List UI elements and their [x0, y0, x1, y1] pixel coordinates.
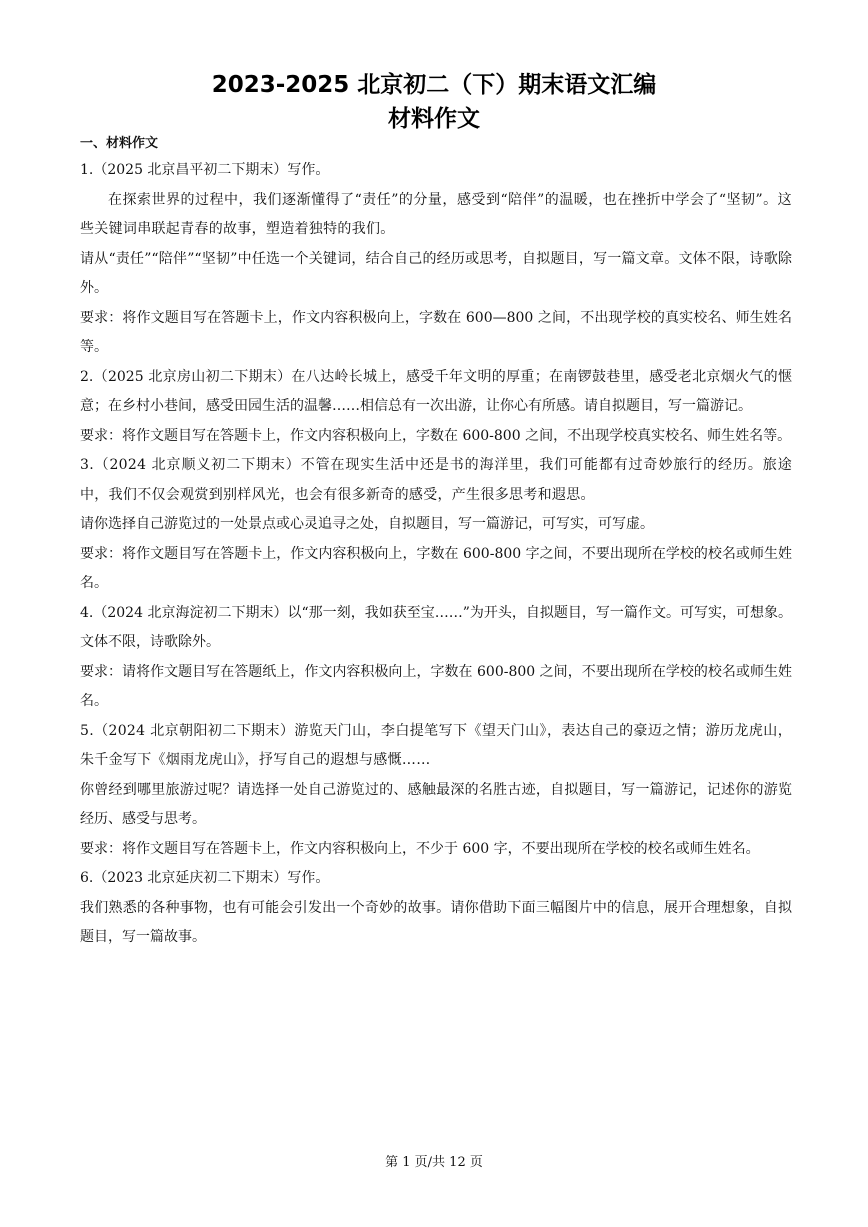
question-2-prompt: 2.（2025 北京房山初二下期末）在八达岭长城上，感受千年文明的厚重；在南锣鼓巷里，感受老北京烟火气的惬意；在乡村小巷间，感受田园生活的温馨……相信总有一次出游，让你心有所感。请自拟题目，写一篇游记。: [80, 368, 792, 414]
question-2-requirement: 要求：将作文题目写在答题卡上，作文内容积极向上，字数在 600-800 之间，不出现学校真实校名、师生姓名等。: [80, 427, 792, 444]
question-3-material: 3.（2024 北京顺义初二下期末）不管在现实生活中还是书的海洋里，我们可能都有过奇妙旅行的经历。旅途中，我们不仅会观赏到别样风光，也会有很多新奇的感受，产生很多思考和遐思。: [80, 457, 792, 503]
question-1-prompt: 请从“责任”“陪伴”“坚韧”中任选一个关键词，结合自己的经历或思考，自拟题目，写一篇文章。文体不限，诗歌除外。: [80, 250, 792, 296]
question-1-requirement: 要求：将作文题目写在答题卡上，作文内容积极向上，字数在 600—800 之间，不出现学校的真实校名、师生姓名等。: [80, 309, 792, 355]
question-5-material: 5.（2024 北京朝阳初二下期末）游览天门山，李白提笔写下《望天门山》，表达自己的豪迈之情；游历龙虎山，朱千金写下《烟雨龙虎山》，抒写自己的遐想与感慨……: [80, 722, 792, 768]
document-title: 2023-2025 北京初二（下）期末语文汇编: [211, 72, 657, 98]
question-5-prompt: 你曾经到哪里旅游过呢？请选择一处自己游览过的、感触最深的名胜古迹，自拟题目，写一篇游记，记述你的游览经历、感受与思考。: [80, 781, 792, 827]
question-5-requirement: 要求：将作文题目写在答题卡上，作文内容积极向上，不少于 600 字，不要出现所在学校的校名或师生姓名。: [80, 840, 760, 857]
question-6-prompt: 我们熟悉的各种事物，也有可能会引发出一个奇妙的故事。请你借助下面三幅图片中的信息，展开合理想象，自拟题目，写一篇故事。: [80, 899, 792, 945]
document-subtitle: 材料作文: [388, 106, 480, 132]
question-4-prompt: 4.（2024 北京海淀初二下期末）以“那一刻，我如获至宝……”为开头，自拟题目，写一篇作文。可写实，可想象。文体不限，诗歌除外。: [80, 604, 792, 650]
question-1-heading: 1.（2025 北京昌平初二下期末）写作。: [80, 162, 330, 178]
document-body: [80, 156, 792, 953]
question-1-material: 在探索世界的过程中，我们逐渐懂得了“责任”的分量，感受到“陪伴”的温暖，也在挫折中学会了“坚韧”。这些关键词串联起青春的故事，塑造着独特的我们。: [80, 191, 792, 237]
question-6-heading: 6.（2023 北京延庆初二下期末）写作。: [80, 870, 330, 886]
page-number: 第 1 页/共 12 页: [385, 1155, 483, 1170]
question-3-requirement: 要求：将作文题目写在答题卡上，作文内容积极向上，字数在 600-800 字之间，不要出现所在学校的校名或师生姓名。: [80, 545, 792, 591]
question-3-prompt: 请你选择自己游览过的一处景点或心灵追寻之处，自拟题目，写一篇游记，可写实，可写虚。: [80, 516, 654, 532]
section-heading: 一、材料作文: [80, 136, 159, 151]
question-4-requirement: 要求：请将作文题目写在答题纸上，作文内容积极向上，字数在 600-800 之间，不要出现所在学校的校名或师生姓名。: [80, 663, 792, 709]
